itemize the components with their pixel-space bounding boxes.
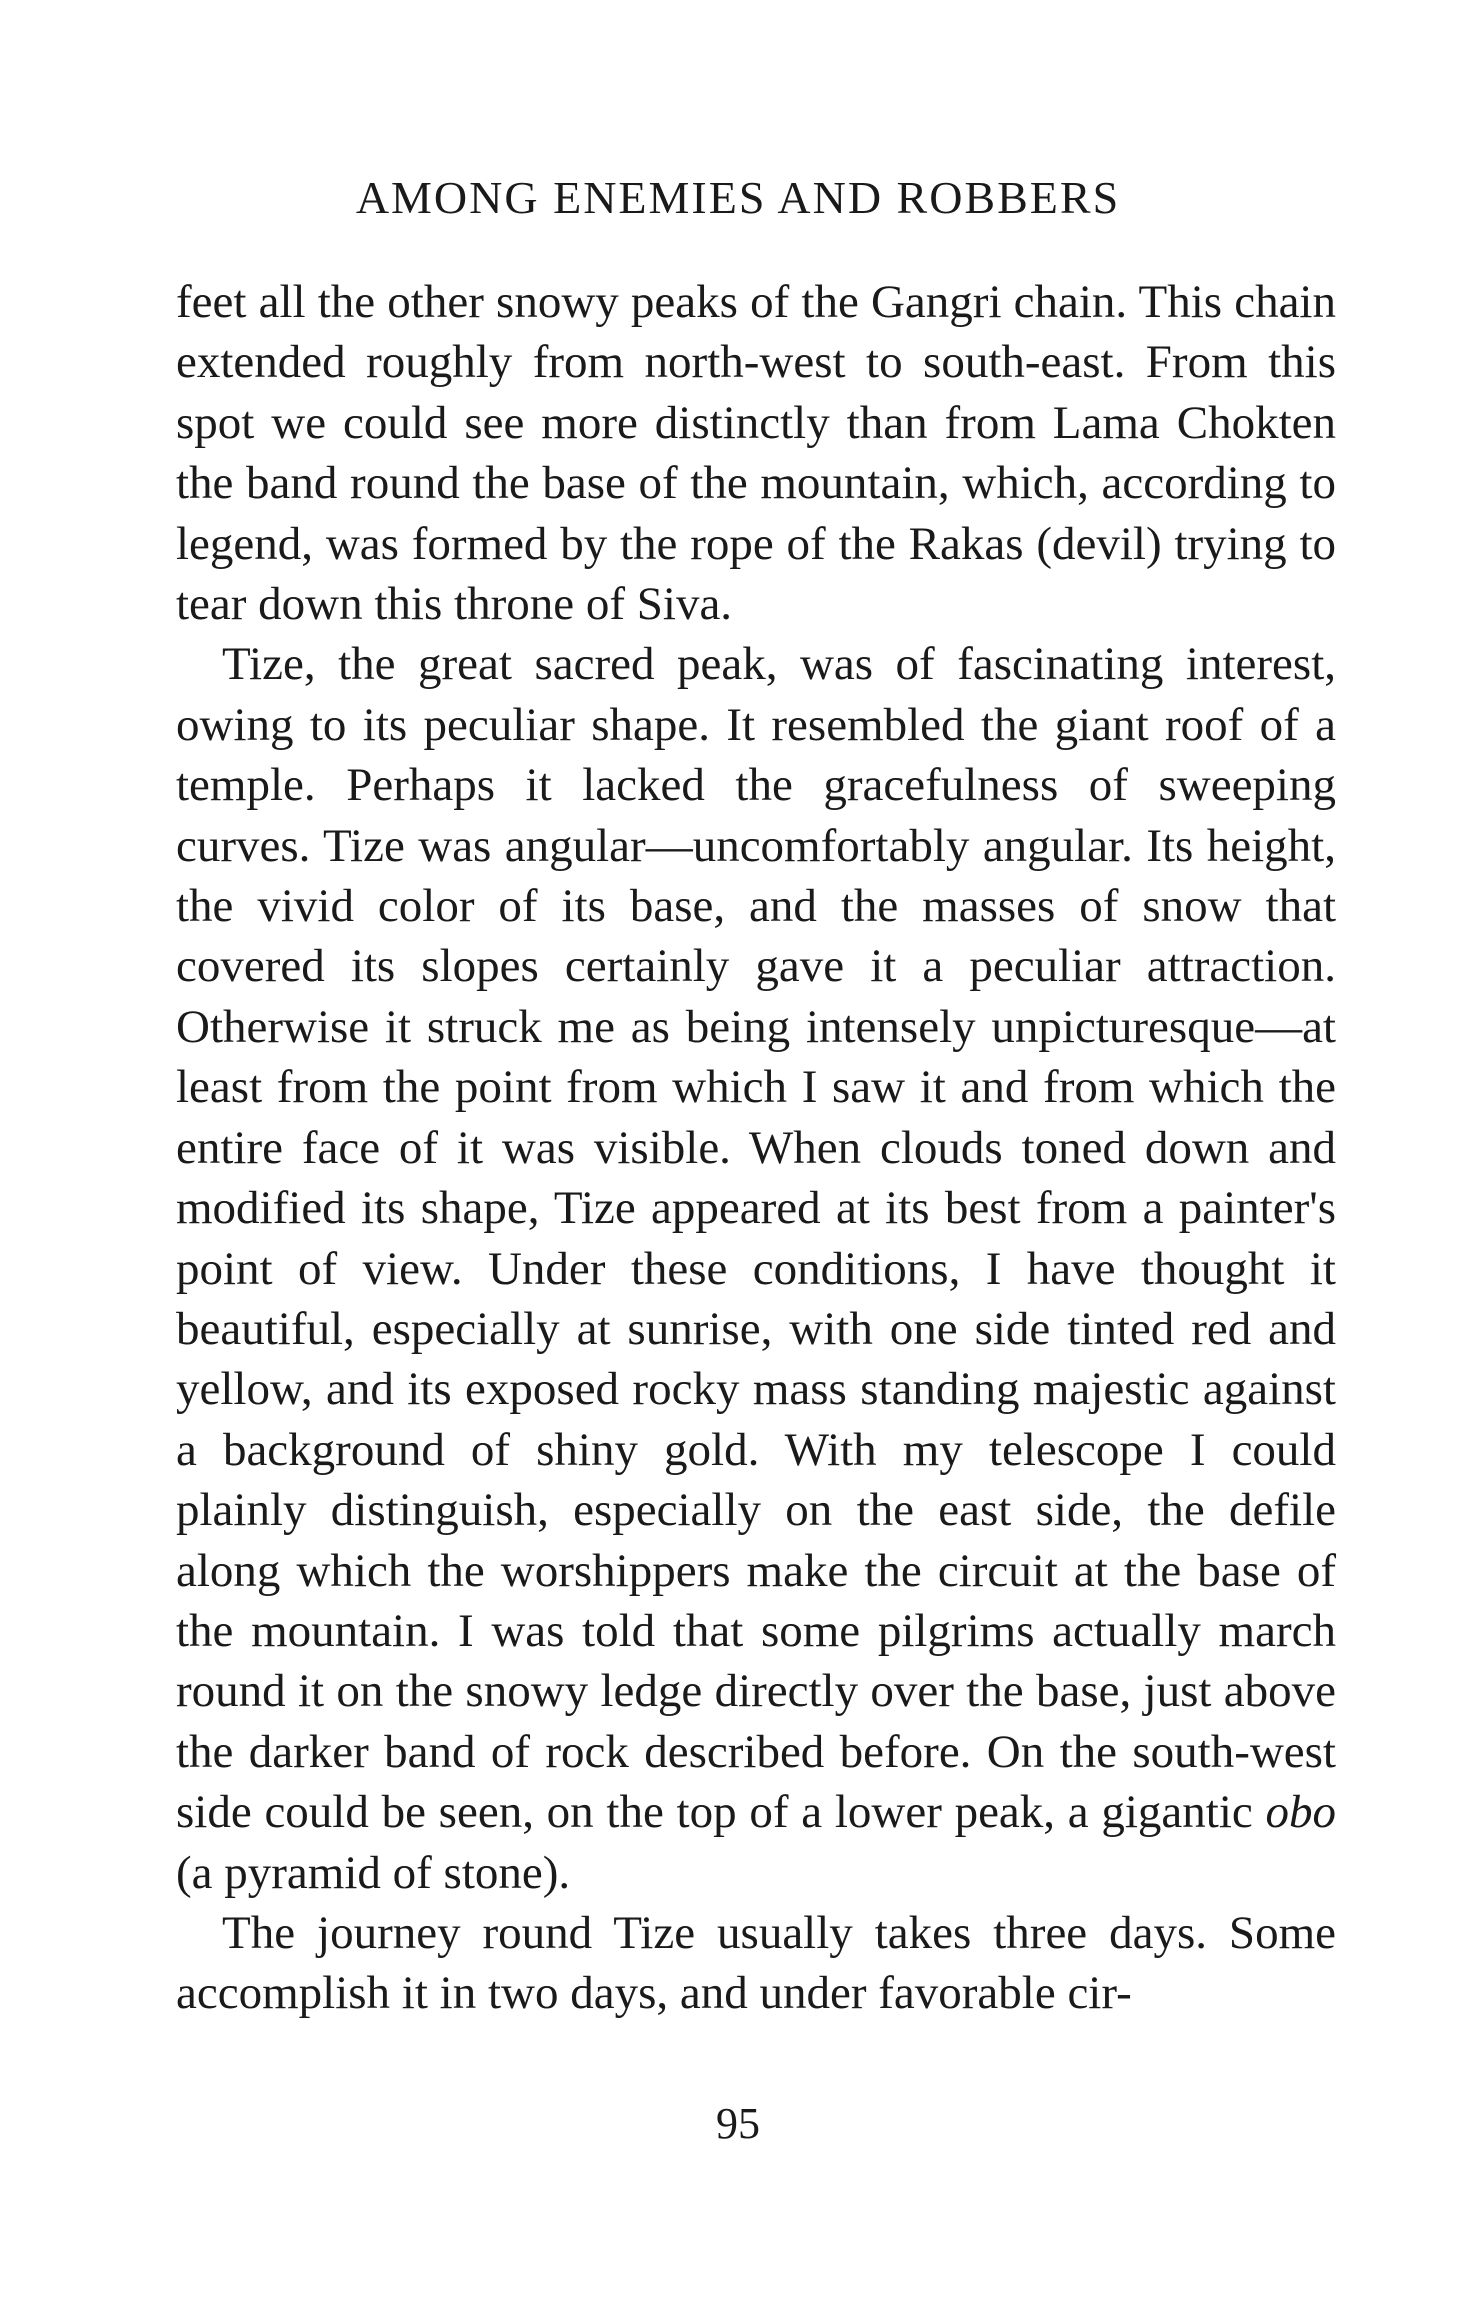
paragraph-1-text: feet all the other snowy peaks of the Gangri chain. This chain extended roughly from north-west to south-east. From this spot we could see more distinctly than from Lama Chokten the band round the base of the mountain, which, according to legend, was formed by the rope of the Rakas (devil) trying to tear down this throne of Siva.	[176, 276, 1336, 631]
body-text	[176, 272, 1336, 2024]
paragraph-2-italic-term: obo	[1265, 1786, 1336, 1839]
paragraph-1	[176, 272, 1336, 634]
paragraph-2-text: Tize, the great sacred peak, was of fascinating interest, owing to its peculiar shape. It resembled the giant roof of a temple. Perhaps it lacked the gracefulness of sweeping curves. Tize was angular—uncomfortably angular. Its height, the vivid color of its base, and the masses of snow that covered its slopes certainly gave it a peculiar attraction. Otherwise it struck me as being intensely unpicturesque—at least from the point from which I saw it and from which the entire face of it was visible. When clouds toned down and modified its shape, Tize appeared at its best from a painter's point of view. Under these conditions, I have thought it beautiful, especially at sunrise, with one side tinted red and yellow, and its exposed rocky mass standing majestic against a background of shiny gold. With my telescope I could plainly distinguish, especially on the east side, the defile along which the worshippers make the circuit at the base of the mountain. I was told that some pilgrims actually march round it on the snowy ledge directly over the base, just above the darker band of rock described before. On the south-west side could be seen, on the top of a lower peak, a gigantic	[176, 638, 1336, 1839]
paragraph-2	[176, 634, 1336, 1903]
paragraph-3	[176, 1903, 1336, 2024]
page-number: 95	[716, 2099, 760, 2148]
paragraph-3-text: The journey round Tize usually takes three days. Some accomplish it in two days, and under favorable cir-	[176, 1906, 1336, 2020]
running-head: AMONG ENEMIES AND ROBBERS	[355, 172, 1121, 223]
paragraph-2-text-end: (a pyramid of stone).	[176, 1846, 571, 1899]
